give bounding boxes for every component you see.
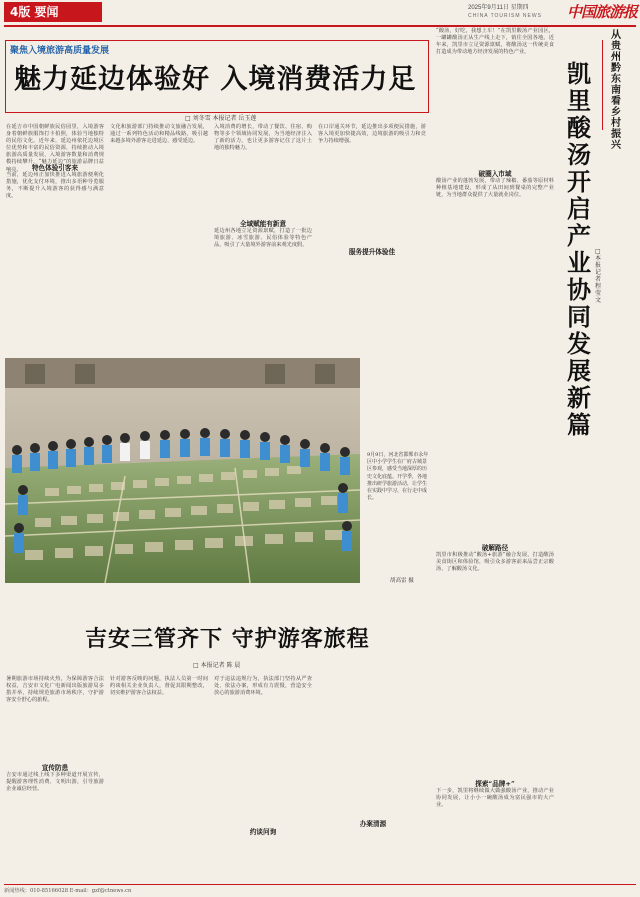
- right-paragraph: 下一步，凯里将继续做大做强酸汤产业，推动产业协同发展，让小小一碗酸汤成为富民强市的大产业。: [436, 788, 554, 809]
- right-subhead: 探索“品牌+”: [475, 780, 515, 788]
- right-headline[interactable]: 凯里酸汤开启产业协同发展新篇: [567, 59, 591, 439]
- lead-subhead: 全域赋能有新意: [239, 220, 287, 228]
- lead-subhead: 服务提升体验佳: [348, 248, 396, 256]
- page-footer: 新闻热线：010-85166028 E-mail：gzf@ctnews.cn: [4, 884, 636, 894]
- lead-paragraph: 入境消费的增长，带动了餐饮、住宿、购物等多个领域协同发展，为当地经济注入了新的活力，也让更多游客记住了这片土地的独特魅力。: [214, 124, 312, 152]
- right-paragraph: 酸汤产业的蓬勃发展，带动了辣椒、番茄等原材料种植基地建设，形成了从田间到餐桌的完整产业链，为当地群众提供了大量就业岗位。: [436, 178, 554, 199]
- page-label: 4版 要闻: [4, 2, 102, 22]
- second-paragraph: 吉安市通过线上线下多种渠道开展宣传，提醒游客理性消费、文明出游，引导旅游企业诚信经营。: [6, 772, 104, 793]
- site-name: CHINA TOURISM NEWS: [468, 13, 542, 19]
- photo-caption: 9月9日，河北省邯郸市永年区中小学学生在广府古城景区参观，感受当地深厚的历史文化底蕴。开学季，各地推出研学旅游活动，让学生在实践中学习、在行走中成长。: [367, 452, 429, 502]
- lead-byline: □ 刘冬雪 本报记者 岳玉莲: [185, 115, 257, 122]
- newspaper-logo: 中国旅游报: [567, 3, 638, 21]
- right-subhead: 破解路径: [481, 544, 509, 552]
- lead-paragraph: 在延吉市中国朝鲜族民俗园里，入境游客身着朝鲜族服饰打卡拍照，体验当地独特的民俗文化。近年来，延边州依托边境区位优势和丰富的民俗资源，持续推动入境旅游高质量发展，入境游客数量和消费规模持续攀升，“魅力延边”的旅游品牌日益响亮。: [6, 124, 104, 173]
- lead-paragraph: 当前，延边州正加快推进入境旅游便利化措施，优化支付环境，推出多语种导览服务，不断提升入境游客的获得感与满意度。: [6, 172, 104, 200]
- second-headline[interactable]: 吉安三管齐下 守护游客旅程: [85, 626, 370, 652]
- top-rule: [4, 25, 636, 27]
- issue-date: 2025年9月11日 星期四: [468, 5, 529, 11]
- right-paragraph: 凯里市积极推动“酸汤+旅游”融合发展，打造酸汤美食街区和体验馆，吸引众多游客前来品尝正宗酸汤、了解酸汤文化。: [436, 552, 554, 573]
- lead-paragraph: 延边州各地立足资源禀赋，打造了一批边境旅游、冰雪旅游、民俗体验等特色产品，吸引了大量境外游客前来观光度假。: [214, 228, 312, 249]
- lead-paragraph: 在口岸通关环节，延边推出多项便民措施，游客入境更加快捷高效，边境旅游的吸引力和竞争力持续增强。: [318, 124, 426, 145]
- news-photo[interactable]: [5, 358, 360, 583]
- right-byline: □ 本报记者 程莹文: [595, 248, 602, 304]
- column-tag: 聚焦入境旅游高质量发展: [10, 46, 110, 56]
- lead-paragraph: 文化和旅游部门持续推动文旅融合发展，通过一系列特色活动和精品线路，吸引越来越多境外游客走进延边、感受延边。: [110, 124, 208, 145]
- second-byline: □ 本报记者 陈 晨: [193, 662, 241, 669]
- right-paragraph: “酸汤，好吃，我想上车！”在凯里酸汤产业园区，一罐罐酸汤正从生产线上走下，销往全国各地。近年来，凯里市立足资源禀赋，将酸汤这一传统美食打造成为带动地方经济发展的特色产业。: [436, 28, 554, 56]
- masthead: [0, 0, 640, 28]
- lead-headline-box: [5, 40, 429, 113]
- photo-illustration: [5, 358, 360, 583]
- right-subhead: 破圈入市域: [478, 170, 512, 178]
- second-paragraph: 对于违法违规行为，执法部门坚持从严查处、依法办案，形成有力震慑，营造安全放心的旅游消费环境。: [214, 676, 312, 697]
- photo-credit: 胡高雷 摄: [390, 578, 414, 584]
- second-paragraph: 暑期旅游市场持续火热，为保障游客合法权益，吉安市文化广电新闻出版旅游局多措并举，持续规范旅游市场秩序，守护游客安全舒心的旅程。: [6, 676, 104, 704]
- second-paragraph: 针对游客反映的问题，执法人员第一时间约谈相关企业负责人，督促其限期整改，切实维护游客合法权益。: [110, 676, 208, 697]
- lead-subhead: 特色体验引客来: [31, 164, 79, 172]
- second-subhead: 办案清源: [359, 820, 387, 828]
- right-rule: [602, 40, 603, 130]
- lead-headline[interactable]: 魅力延边体验好 入境消费活力足: [14, 64, 417, 95]
- right-section-label: 从贵州黔东南看乡村振兴: [611, 30, 621, 151]
- second-subhead: 约谈问询: [249, 828, 277, 836]
- second-subhead: 宣传防患: [41, 764, 69, 772]
